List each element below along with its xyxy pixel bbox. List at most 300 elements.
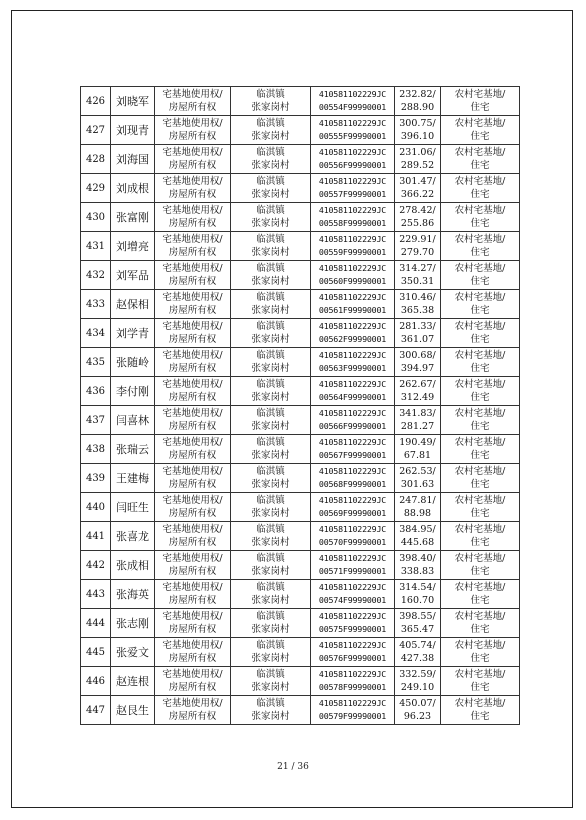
area-cell: [395, 174, 441, 203]
table-row: [81, 290, 520, 319]
area-line: 301.47/: [399, 176, 436, 187]
unit-code-line: 410581102229JC: [318, 292, 387, 302]
unit-code-line: 00575F99990001: [318, 624, 387, 634]
area-line: 288.90: [400, 102, 435, 113]
table-row: [81, 348, 520, 377]
use-cell: [441, 348, 520, 377]
unit-code-cell: [311, 522, 395, 551]
area-line: 365.38: [400, 305, 435, 316]
right-type-line: 房屋所有权: [168, 102, 217, 113]
area-line: 396.10: [400, 131, 435, 142]
right-type-line: 宅基地使用权/: [162, 495, 223, 506]
owner-name: 赵保相: [111, 290, 155, 319]
location-line: 临淇镇: [256, 292, 285, 303]
area-cell: [395, 261, 441, 290]
right-type-line: 宅基地使用权/: [162, 640, 223, 651]
area-line: 394.97: [400, 363, 435, 374]
use-line: 住宅: [470, 392, 490, 403]
unit-code-line: 00578F99990001: [318, 682, 387, 692]
use-line: 农村宅基地/: [454, 698, 506, 709]
right-type-line: 宅基地使用权/: [162, 147, 223, 158]
table-row: [81, 638, 520, 667]
use-line: 农村宅基地/: [454, 553, 506, 564]
use-line: 住宅: [470, 624, 490, 635]
unit-code-line: 00567F99990001: [318, 450, 387, 460]
right-type-line: 房屋所有权: [168, 711, 217, 722]
unit-code-line: 410581102229JC: [318, 553, 387, 563]
area-line: 366.22: [400, 189, 435, 200]
unit-code-cell: [311, 493, 395, 522]
location-cell: [231, 551, 311, 580]
row-number: 438: [81, 435, 111, 464]
location-cell: [231, 87, 311, 116]
right-type-line: 宅基地使用权/: [162, 176, 223, 187]
unit-code-cell: [311, 87, 395, 116]
unit-code-line: 00563F99990001: [318, 363, 387, 373]
row-number: 433: [81, 290, 111, 319]
location-cell: [231, 232, 311, 261]
owner-name: 刘海国: [111, 145, 155, 174]
use-line: 住宅: [470, 131, 490, 142]
location-line: 临淇镇: [256, 118, 285, 129]
unit-code-cell: [311, 406, 395, 435]
owner-name: 刘现青: [111, 116, 155, 145]
area-cell: [395, 203, 441, 232]
unit-code-line: 00564F99990001: [318, 392, 387, 402]
right-type-line: 宅基地使用权/: [162, 234, 223, 245]
right-type-line: 宅基地使用权/: [162, 437, 223, 448]
use-cell: [441, 696, 520, 725]
table-row: [81, 232, 520, 261]
use-line: 住宅: [470, 421, 490, 432]
table-row: [81, 696, 520, 725]
use-line: 住宅: [470, 566, 490, 577]
use-line: 农村宅基地/: [454, 669, 506, 680]
area-line: 262.67/: [399, 379, 436, 390]
right-type-line: 宅基地使用权/: [162, 611, 223, 622]
right-type-cell: [155, 261, 231, 290]
location-line: 临淇镇: [256, 379, 285, 390]
location-line: 张家岗村: [251, 421, 290, 432]
right-type-cell: [155, 696, 231, 725]
area-cell: [395, 609, 441, 638]
use-line: 农村宅基地/: [454, 292, 506, 303]
unit-code-line: 00555F99990001: [318, 131, 387, 141]
location-cell: [231, 319, 311, 348]
unit-code-line: 00559F99990001: [318, 247, 387, 257]
area-line: 289.52: [400, 160, 435, 171]
area-line: 314.27/: [399, 263, 436, 274]
location-cell: [231, 464, 311, 493]
table-row: [81, 87, 520, 116]
location-line: 张家岗村: [251, 363, 290, 374]
use-line: 农村宅基地/: [454, 524, 506, 535]
area-line: 332.59/: [399, 669, 436, 680]
unit-code-line: 410581102229JC: [318, 263, 387, 273]
right-type-line: 宅基地使用权/: [162, 524, 223, 535]
area-line: 96.23: [403, 711, 432, 722]
right-type-line: 宅基地使用权/: [162, 408, 223, 419]
location-line: 张家岗村: [251, 218, 290, 229]
use-cell: [441, 406, 520, 435]
unit-code-line: 00568F99990001: [318, 479, 387, 489]
location-line: 张家岗村: [251, 334, 290, 345]
location-line: 张家岗村: [251, 508, 290, 519]
area-line: 262.53/: [399, 466, 436, 477]
area-line: 300.68/: [399, 350, 436, 361]
location-line: 临淇镇: [256, 553, 285, 564]
table-row: [81, 145, 520, 174]
unit-code-line: 00579F99990001: [318, 711, 387, 721]
right-type-cell: [155, 435, 231, 464]
area-cell: [395, 493, 441, 522]
location-line: 临淇镇: [256, 263, 285, 274]
unit-code-cell: [311, 348, 395, 377]
area-line: 398.40/: [399, 553, 436, 564]
use-line: 住宅: [470, 537, 490, 548]
right-type-line: 房屋所有权: [168, 566, 217, 577]
location-line: 临淇镇: [256, 234, 285, 245]
area-line: 88.98: [403, 508, 432, 519]
area-line: 281.33/: [399, 321, 436, 332]
row-number: 428: [81, 145, 111, 174]
unit-code-line: 00566F99990001: [318, 421, 387, 431]
right-type-line: 房屋所有权: [168, 653, 217, 664]
owner-name: 赵连根: [111, 667, 155, 696]
owner-name: 刘军品: [111, 261, 155, 290]
use-cell: [441, 232, 520, 261]
unit-code-line: 410581102229JC: [318, 466, 387, 476]
location-line: 张家岗村: [251, 537, 290, 548]
unit-code-cell: [311, 580, 395, 609]
use-line: 农村宅基地/: [454, 263, 506, 274]
unit-code-line: 410581102229JC: [318, 437, 387, 447]
row-number: 430: [81, 203, 111, 232]
area-cell: [395, 464, 441, 493]
unit-code-line: 00560F99990001: [318, 276, 387, 286]
right-type-line: 房屋所有权: [168, 682, 217, 693]
right-type-cell: [155, 290, 231, 319]
page-number: 21 / 36: [277, 762, 309, 772]
table-row: [81, 580, 520, 609]
use-line: 农村宅基地/: [454, 89, 506, 100]
right-type-line: 房屋所有权: [168, 363, 217, 374]
area-line: 350.31: [400, 276, 435, 287]
right-type-line: 宅基地使用权/: [162, 582, 223, 593]
location-line: 张家岗村: [251, 450, 290, 461]
row-number: 444: [81, 609, 111, 638]
row-number: 440: [81, 493, 111, 522]
unit-code-cell: [311, 667, 395, 696]
right-type-line: 房屋所有权: [168, 392, 217, 403]
location-line: 临淇镇: [256, 89, 285, 100]
unit-code-line: 410581102229JC: [318, 611, 387, 621]
location-cell: [231, 580, 311, 609]
right-type-line: 宅基地使用权/: [162, 379, 223, 390]
right-type-cell: [155, 116, 231, 145]
use-line: 住宅: [470, 479, 490, 490]
use-line: 农村宅基地/: [454, 205, 506, 216]
location-cell: [231, 348, 311, 377]
unit-code-line: 410581102229JC: [318, 408, 387, 418]
area-line: 300.75/: [399, 118, 436, 129]
location-line: 临淇镇: [256, 205, 285, 216]
unit-code-cell: [311, 261, 395, 290]
area-cell: [395, 696, 441, 725]
location-cell: [231, 493, 311, 522]
use-line: 农村宅基地/: [454, 379, 506, 390]
area-line: 398.55/: [399, 611, 436, 622]
location-cell: [231, 145, 311, 174]
use-cell: [441, 638, 520, 667]
unit-code-line: 410581102229JC: [318, 640, 387, 650]
right-type-cell: [155, 580, 231, 609]
unit-code-line: 410581102229JC: [318, 698, 387, 708]
row-number: 442: [81, 551, 111, 580]
right-type-line: 宅基地使用权/: [162, 205, 223, 216]
unit-code-cell: [311, 319, 395, 348]
use-line: 农村宅基地/: [454, 321, 506, 332]
row-number: 437: [81, 406, 111, 435]
location-line: 张家岗村: [251, 566, 290, 577]
location-line: 张家岗村: [251, 160, 290, 171]
location-cell: [231, 377, 311, 406]
right-type-line: 宅基地使用权/: [162, 118, 223, 129]
use-line: 农村宅基地/: [454, 611, 506, 622]
right-type-cell: [155, 87, 231, 116]
owner-name: 刘学青: [111, 319, 155, 348]
right-type-cell: [155, 377, 231, 406]
location-line: 张家岗村: [251, 189, 290, 200]
use-line: 住宅: [470, 189, 490, 200]
table-row: [81, 406, 520, 435]
use-line: 住宅: [470, 247, 490, 258]
location-line: 张家岗村: [251, 711, 290, 722]
row-number: 436: [81, 377, 111, 406]
right-type-cell: [155, 667, 231, 696]
area-line: 231.06/: [399, 147, 436, 158]
unit-code-cell: [311, 145, 395, 174]
unit-code-line: 00562F99990001: [318, 334, 387, 344]
location-cell: [231, 696, 311, 725]
location-line: 临淇镇: [256, 408, 285, 419]
owner-name: 李付刚: [111, 377, 155, 406]
area-line: 365.47: [400, 624, 435, 635]
row-number: 429: [81, 174, 111, 203]
owner-name: 张富刚: [111, 203, 155, 232]
row-number: 443: [81, 580, 111, 609]
area-cell: [395, 290, 441, 319]
right-type-cell: [155, 174, 231, 203]
use-line: 住宅: [470, 595, 490, 606]
right-type-line: 房屋所有权: [168, 276, 217, 287]
location-cell: [231, 522, 311, 551]
use-cell: [441, 174, 520, 203]
table-row: [81, 667, 520, 696]
row-number: 434: [81, 319, 111, 348]
table-row: [81, 609, 520, 638]
owner-name: 张志刚: [111, 609, 155, 638]
unit-code-cell: [311, 232, 395, 261]
area-line: 232.82/: [399, 89, 436, 100]
right-type-cell: [155, 406, 231, 435]
right-type-cell: [155, 551, 231, 580]
area-line: 255.86: [400, 218, 435, 229]
use-cell: [441, 145, 520, 174]
use-line: 住宅: [470, 218, 490, 229]
unit-code-line: 410581102229JC: [318, 350, 387, 360]
right-type-cell: [155, 493, 231, 522]
owner-name: 刘增亮: [111, 232, 155, 261]
area-line: 281.27: [400, 421, 435, 432]
unit-code-line: 410581102229JC: [318, 321, 387, 331]
right-type-line: 宅基地使用权/: [162, 553, 223, 564]
location-line: 临淇镇: [256, 176, 285, 187]
right-type-line: 房屋所有权: [168, 450, 217, 461]
unit-code-line: 00556F99990001: [318, 160, 387, 170]
use-cell: [441, 377, 520, 406]
owner-name: 王建梅: [111, 464, 155, 493]
unit-code-line: 410581102229JC: [318, 205, 387, 215]
area-cell: [395, 638, 441, 667]
area-line: 450.07/: [399, 698, 436, 709]
location-line: 张家岗村: [251, 276, 290, 287]
area-line: 361.07: [400, 334, 435, 345]
location-cell: [231, 435, 311, 464]
unit-code-line: 410581102229JC: [318, 669, 387, 679]
right-type-cell: [155, 319, 231, 348]
use-line: 农村宅基地/: [454, 408, 506, 419]
use-line: 住宅: [470, 276, 490, 287]
unit-code-line: 410581102229JC: [318, 176, 387, 186]
location-line: 临淇镇: [256, 611, 285, 622]
location-line: 张家岗村: [251, 247, 290, 258]
area-line: 314.54/: [399, 582, 436, 593]
area-line: 190.49/: [399, 437, 436, 448]
use-line: 农村宅基地/: [454, 495, 506, 506]
unit-code-cell: [311, 116, 395, 145]
area-line: 249.10: [400, 682, 435, 693]
right-type-cell: [155, 464, 231, 493]
unit-code-cell: [311, 435, 395, 464]
location-line: 临淇镇: [256, 321, 285, 332]
location-cell: [231, 667, 311, 696]
use-line: 住宅: [470, 305, 490, 316]
right-type-cell: [155, 348, 231, 377]
use-line: 农村宅基地/: [454, 437, 506, 448]
right-type-line: 房屋所有权: [168, 479, 217, 490]
row-number: 431: [81, 232, 111, 261]
unit-code-cell: [311, 464, 395, 493]
use-cell: [441, 261, 520, 290]
location-line: 张家岗村: [251, 392, 290, 403]
location-line: 张家岗村: [251, 624, 290, 635]
area-line: 312.49: [400, 392, 435, 403]
area-cell: [395, 319, 441, 348]
right-type-line: 房屋所有权: [168, 218, 217, 229]
unit-code-cell: [311, 609, 395, 638]
unit-code-cell: [311, 174, 395, 203]
use-line: 农村宅基地/: [454, 118, 506, 129]
unit-code-line: 410581102229JC: [318, 582, 387, 592]
owner-name: 刘成根: [111, 174, 155, 203]
area-line: 247.81/: [399, 495, 436, 506]
right-type-line: 房屋所有权: [168, 305, 217, 316]
area-line: 160.70: [400, 595, 435, 606]
location-cell: [231, 638, 311, 667]
unit-code-line: 410581102229JC: [318, 524, 387, 534]
area-cell: [395, 580, 441, 609]
unit-code-line: 00574F99990001: [318, 595, 387, 605]
right-type-line: 房屋所有权: [168, 131, 217, 142]
right-type-line: 宅基地使用权/: [162, 669, 223, 680]
right-type-line: 宅基地使用权/: [162, 89, 223, 100]
owner-name: 张随岭: [111, 348, 155, 377]
owner-name: 张喜龙: [111, 522, 155, 551]
area-cell: [395, 377, 441, 406]
unit-code-line: 00570F99990001: [318, 537, 387, 547]
right-type-line: 宅基地使用权/: [162, 466, 223, 477]
area-line: 67.81: [403, 450, 432, 461]
area-line: 229.91/: [399, 234, 436, 245]
use-cell: [441, 319, 520, 348]
property-registry-table: [80, 86, 520, 725]
right-type-line: 房屋所有权: [168, 537, 217, 548]
location-cell: [231, 203, 311, 232]
right-type-line: 房屋所有权: [168, 508, 217, 519]
unit-code-line: 00571F99990001: [318, 566, 387, 576]
use-line: 农村宅基地/: [454, 640, 506, 651]
unit-code-line: 00558F99990001: [318, 218, 387, 228]
area-line: 310.46/: [399, 292, 436, 303]
table-row: [81, 522, 520, 551]
area-cell: [395, 232, 441, 261]
right-type-line: 宅基地使用权/: [162, 321, 223, 332]
table-row: [81, 435, 520, 464]
area-line: 279.70: [400, 247, 435, 258]
use-cell: [441, 116, 520, 145]
use-line: 住宅: [470, 508, 490, 519]
right-type-line: 房屋所有权: [168, 421, 217, 432]
use-line: 农村宅基地/: [454, 582, 506, 593]
table-row: [81, 377, 520, 406]
unit-code-line: 00569F99990001: [318, 508, 387, 518]
right-type-line: 房屋所有权: [168, 334, 217, 345]
location-line: 临淇镇: [256, 437, 285, 448]
owner-name: 张海英: [111, 580, 155, 609]
registry-table-body: [81, 87, 520, 725]
owner-name: 刘晓军: [111, 87, 155, 116]
location-line: 临淇镇: [256, 698, 285, 709]
location-line: 张家岗村: [251, 595, 290, 606]
use-cell: [441, 580, 520, 609]
area-cell: [395, 116, 441, 145]
row-number: 432: [81, 261, 111, 290]
table-row: [81, 116, 520, 145]
right-type-line: 房屋所有权: [168, 595, 217, 606]
use-line: 住宅: [470, 682, 490, 693]
row-number: 439: [81, 464, 111, 493]
right-type-cell: [155, 609, 231, 638]
right-type-cell: [155, 522, 231, 551]
area-cell: [395, 406, 441, 435]
unit-code-cell: [311, 696, 395, 725]
row-number: 427: [81, 116, 111, 145]
unit-code-line: 00561F99990001: [318, 305, 387, 315]
use-cell: [441, 551, 520, 580]
unit-code-cell: [311, 203, 395, 232]
area-line: 445.68: [400, 537, 435, 548]
